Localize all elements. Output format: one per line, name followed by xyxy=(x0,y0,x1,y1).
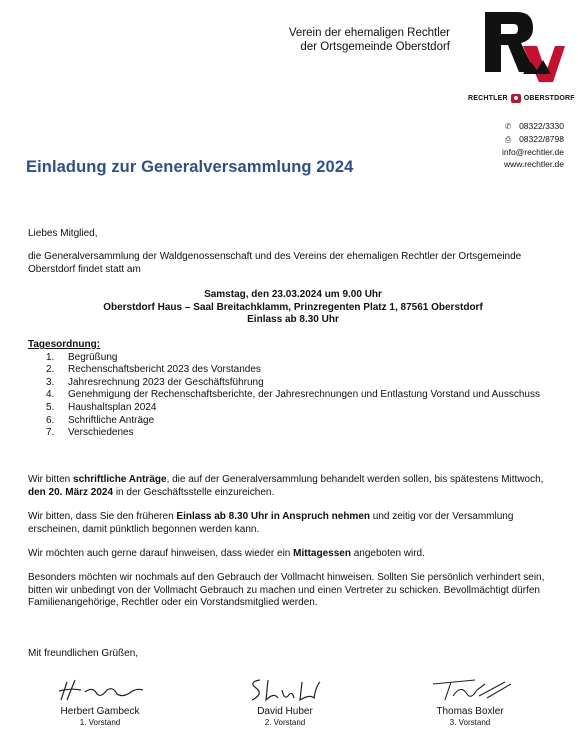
website-link[interactable]: www.rechtler.de xyxy=(504,159,564,169)
agenda-item: 1. Begrüßung xyxy=(46,351,118,363)
logo-caption xyxy=(468,94,575,103)
agenda-list xyxy=(28,352,558,440)
agenda-item: 6. Schriftliche Anträge xyxy=(46,414,155,426)
contact-block xyxy=(502,120,564,170)
mittagessen-paragraph: Wir möchten auch gerne darauf hinweisen, dass wieder ein Mittagessen angeboten wird. xyxy=(28,548,425,559)
handwritten-signature-image xyxy=(45,672,155,704)
vollmacht-paragraph: Besonders möchten wir nochmals auf den Gebrauch der Vollmacht hinweisen. Sollten Sie persönlich verhindert sein, bitten wir unbedingt von der Vollmacht Gebrauch zu machen und einen Vertreter zu schicken. Bevollmächtigt dürfen Familienangehörige, Rechtler oder ein Vorstandsmitglied werden. xyxy=(28,572,545,609)
phone-line xyxy=(502,120,564,133)
agenda-item: 2. Rechenschaftsbericht 2023 des Vorstandes xyxy=(46,364,261,376)
signature-block xyxy=(225,672,345,727)
agenda-item: 3. Jahresrechnung 2023 der Geschäftsführung xyxy=(46,376,264,388)
event-entry: Einlass ab 8.30 Uhr xyxy=(247,314,339,326)
fax-line xyxy=(502,133,564,146)
signer-role: 3. Vorstand xyxy=(449,718,491,727)
closing: Mit freundlichen Grüßen, xyxy=(28,648,139,659)
signer-role: 2. Vorstand xyxy=(264,718,306,727)
agenda xyxy=(28,339,558,440)
fax-number: 08322/8798 xyxy=(519,134,564,144)
org-line-1: Verein der ehemaligen Rechtler xyxy=(288,27,450,39)
org-line-2: der Ortsgemeinde Oberstdorf xyxy=(300,41,450,53)
email-link[interactable]: info@rechtler.de xyxy=(501,147,564,157)
salutation: Liebes Mitglied, xyxy=(28,228,98,239)
antraege-paragraph: Wir bitten schriftliche Anträge, die auf der Generalversammlung behandelt werden sollen, bis spätestens Mittwoch, den 20. März 2024 in der Geschäftsstelle einzureichen. xyxy=(28,474,544,498)
signer-role: 1. Vorstand xyxy=(79,718,121,727)
signature-block xyxy=(40,672,160,727)
rv-logo xyxy=(483,10,565,90)
coat-of-arms-icon xyxy=(511,94,521,103)
signer-name: Herbert Gambeck xyxy=(60,706,140,717)
agenda-item: 7. Verschiedenes xyxy=(46,427,134,439)
event-date: Samstag, den 23.03.2024 um 9.00 Uhr xyxy=(204,289,382,300)
einlass-paragraph: Wir bitten, dass Sie den früheren Einlass ab 8.30 Uhr in Anspruch nehmen und zeitig vor der Versammlung erscheinen, damit pünktlich begonnen werden kann. xyxy=(28,511,514,535)
signature-block xyxy=(410,672,530,727)
event-details xyxy=(28,289,558,327)
intro-paragraph: die Generalversammlung der Waldgenossenschaft und des Vereins der ehemaligen Rechtler der Ortsgemeinde Oberstdorf findet statt am xyxy=(28,251,522,275)
handwritten-signature-image xyxy=(415,672,525,704)
signer-name: Thomas Boxler xyxy=(436,706,504,717)
logo-caption-left: RECHTLER xyxy=(468,95,508,102)
event-location: Oberstdorf Haus – Saal Breitachklamm, Prinzregenten Platz 1, 87561 Oberstdorf xyxy=(103,301,483,313)
logo-caption-right: OBERSTDORF xyxy=(523,95,575,102)
agenda-item: 5. Haushaltsplan 2024 xyxy=(46,401,157,413)
agenda-item: 4. Genehmigung der Rechenschaftsberichte, der Jahresrechnungen und Entlastung Vorstand und Ausschuss xyxy=(46,389,540,401)
handwritten-signature-image xyxy=(230,672,340,704)
organization-name xyxy=(289,26,450,54)
fax-icon: ⎙ xyxy=(504,135,512,144)
phone-icon: ✆ xyxy=(504,122,512,131)
agenda-heading: Tagesordnung: xyxy=(28,339,101,350)
phone-number: 08322/3330 xyxy=(519,121,564,131)
page-title: Einladung zur Generalversammlung 2024 xyxy=(26,158,354,176)
signer-name: David Huber xyxy=(257,706,313,717)
